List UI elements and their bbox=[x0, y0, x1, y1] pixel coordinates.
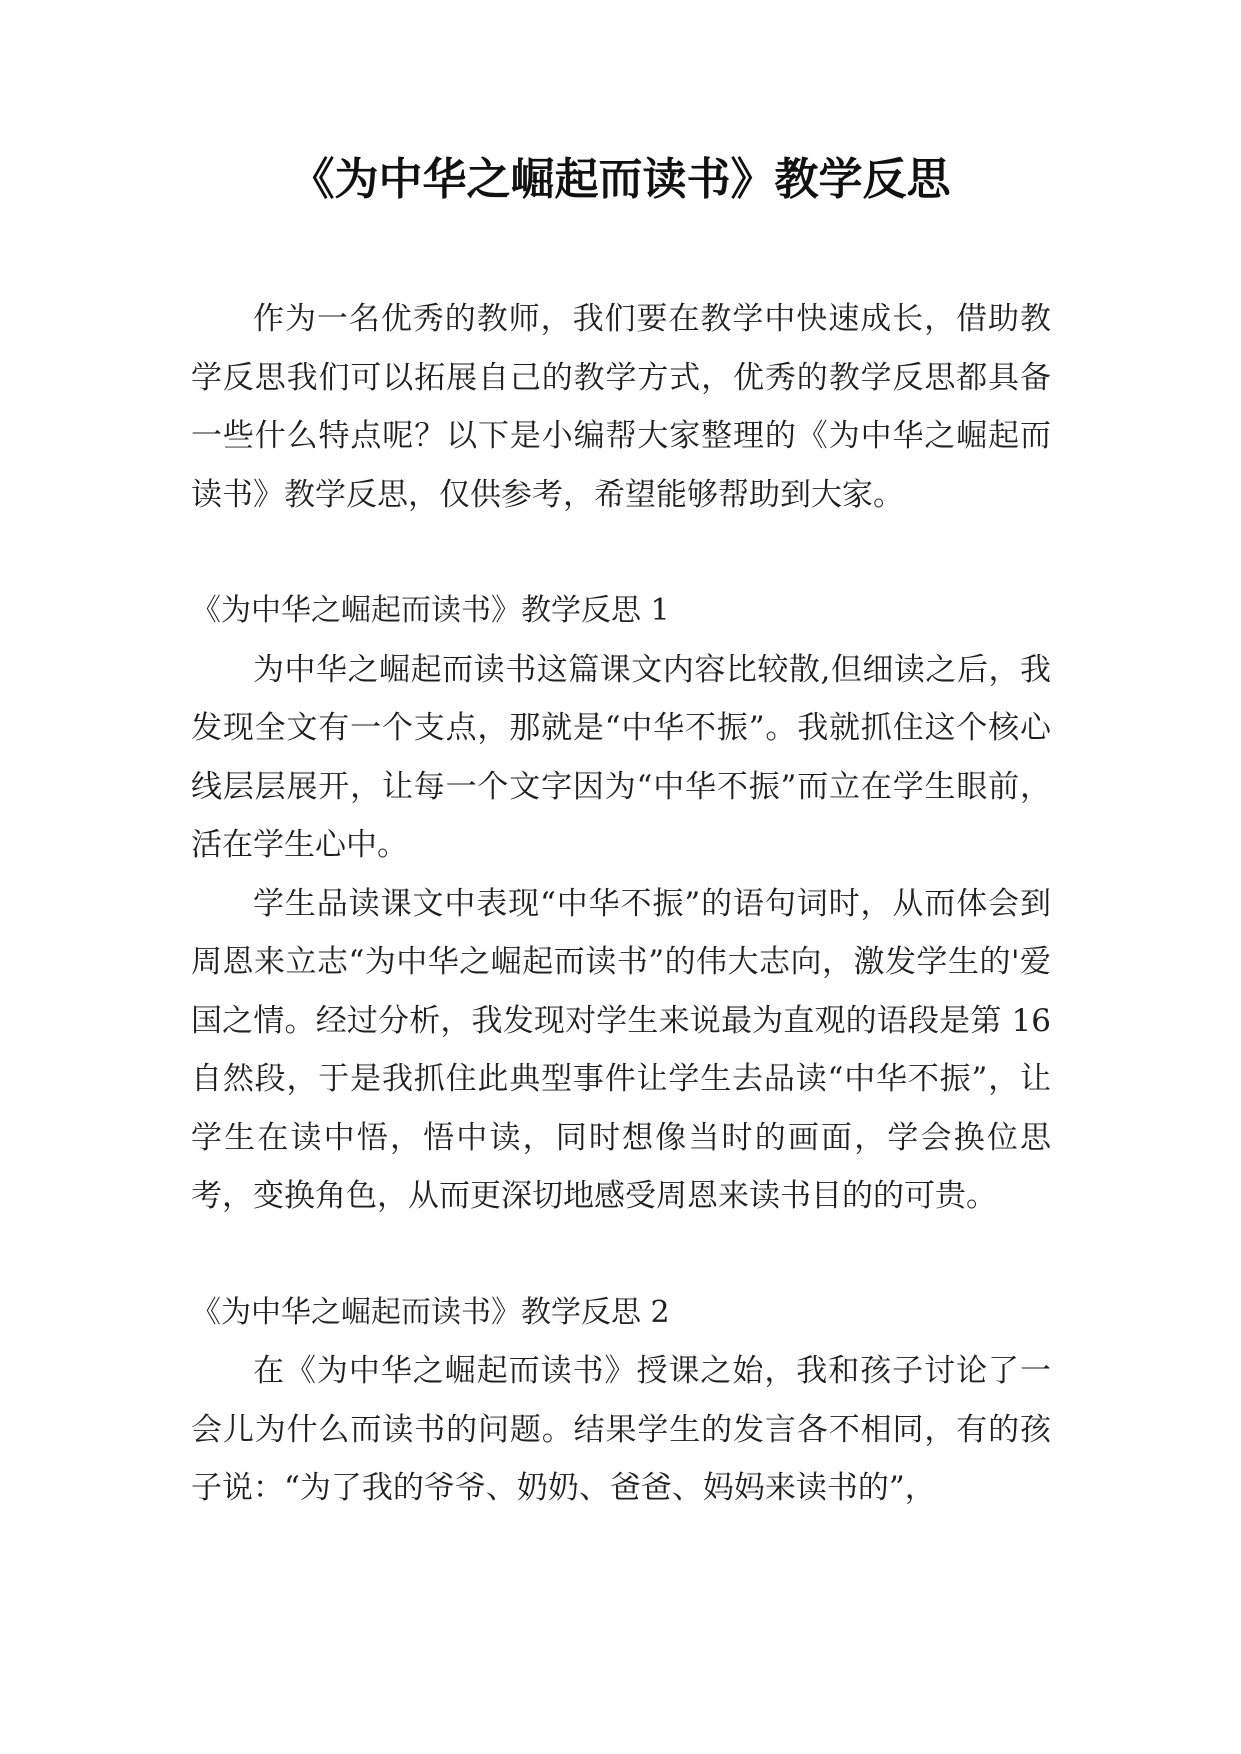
section-heading-2: 《为中华之崛起而读书》教学反思 2 bbox=[191, 1294, 670, 1330]
section-2-paragraph-1: 在《为中华之崛起而读书》授课之始，我和孩子讨论了一会儿为什么而读书的问题。结果学生的发言各不相同，有的孩子说：“为了我的爷爷、奶奶、爸爸、妈妈来读书的”， bbox=[191, 1353, 1051, 1506]
section-1-paragraph-2: 学生品读课文中表现“中华不振”的语句词时，从而体会到周恩来立志“为中华之崛起而读书”的伟大志向，激发学生的'爱国之情。经过分析，我发现对学生来说最为直观的语段是第 16 自然段，于是我抓住此典型事件让学生去品读“中华不振”，让学生在读中悟，悟中读，同时想像当时的画面，学会换位思考，变换角色，从而更深切地感受周恩来读书目的的可贵。 bbox=[191, 885, 1051, 1214]
intro-paragraph: 作为一名优秀的教师，我们要在教学中快速成长，借助教学反思我们可以拓展自己的教学方式，优秀的教学反思都具备一些什么特点呢？以下是小编帮大家整理的《为中华之崛起而读书》教学反思，仅供参考，希望能够帮助到大家。 bbox=[191, 301, 1051, 513]
section-1-paragraph-1: 为中华之崛起而读书这篇课文内容比较散,但细读之后，我发现全文有一个支点，那就是“中华不振”。我就抓住这个核心线层层展开，让每一个文字因为“中华不振”而立在学生眼前，活在学生心中。 bbox=[191, 651, 1051, 863]
section-heading-1: 《为中华之崛起而读书》教学反思 1 bbox=[191, 593, 670, 628]
document-title: 《为中华之崛起而读书》教学反思 bbox=[290, 154, 951, 205]
document-body bbox=[191, 290, 1051, 1518]
